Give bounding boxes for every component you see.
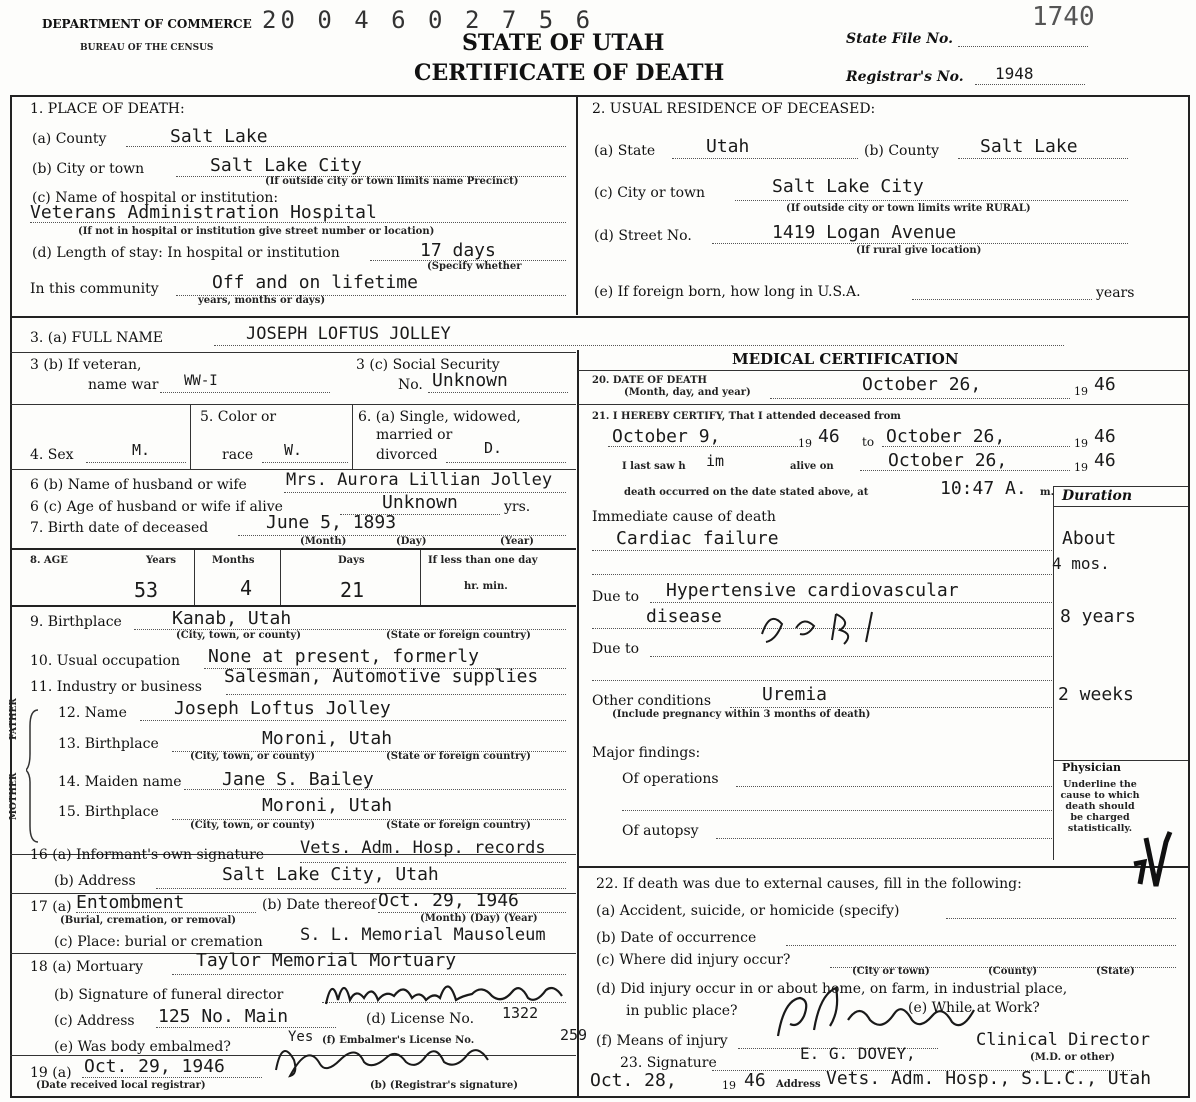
full-name-value: JOSEPH LOFTUS JOLLEY	[246, 324, 451, 344]
physician-signature	[770, 980, 990, 1050]
attended-to-year: 46	[1094, 426, 1116, 447]
occurrence-date-line	[786, 945, 1176, 946]
registrar-signature	[268, 1030, 528, 1082]
duration-3: 2 weeks	[1058, 684, 1134, 705]
date-of-death-value: October 26,	[862, 374, 982, 395]
md-note: (M.D. or other)	[1030, 1052, 1115, 1063]
embalmer-license-value: 259	[560, 1026, 588, 1044]
hospital-line	[30, 222, 566, 223]
other-conditions-label: Other conditions	[592, 693, 712, 709]
mortuary-address-line	[156, 1027, 336, 1028]
father-birthplace-value: Moroni, Utah	[262, 728, 393, 749]
mother-birth-city-note: (City, town, or county)	[190, 820, 315, 831]
res-street-note: (If rural give location)	[856, 245, 982, 256]
duration-heading-rule-b	[1053, 506, 1188, 507]
certificate-serial: 20 0 4 6 0 2 7 5 6	[262, 6, 595, 34]
sex-value: M.	[132, 441, 151, 459]
res-street-value: 1419 Logan Avenue	[772, 222, 957, 243]
duration-1a: About	[1062, 528, 1117, 549]
place-of-death-heading: 1. PLACE OF DEATH:	[30, 101, 185, 117]
certify-label: 21. I HEREBY CERTIFY, That I attended deceased from	[592, 411, 901, 422]
date-of-death-line	[770, 398, 1070, 399]
birth-date-label: 7. Birth date of deceased	[30, 520, 209, 536]
marital-label-2: married or	[376, 427, 453, 443]
marital-label: 6. (a) Single, widowed,	[358, 409, 521, 425]
physician-note: Underline the cause to which death should be charged statistically.	[1060, 779, 1140, 834]
attended-to-line	[882, 446, 1070, 447]
father-birthplace-label: 13. Birthplace	[58, 736, 159, 752]
death-city-label: (b) City or town	[32, 161, 145, 177]
signature-label: 23. Signature	[620, 1055, 717, 1071]
res-county-line	[958, 158, 1128, 159]
injury-city-note: (City or town)	[852, 966, 930, 977]
informant-signature-value: Vets. Adm. Hosp. records	[300, 838, 546, 858]
license-label: (d) License No.	[366, 1011, 475, 1027]
frame-left	[10, 95, 12, 1097]
mother-birth-state-note: (State or foreign country)	[386, 820, 531, 831]
signature-year-prefix: 19	[722, 1079, 736, 1092]
birth-month-note: (Month)	[300, 536, 347, 547]
stay-value: 17 days	[420, 240, 496, 261]
bureau-heading: BUREAU OF THE CENSUS	[80, 43, 214, 53]
mother-side-label: MOTHER	[9, 772, 19, 820]
duration-2: 8 years	[1060, 606, 1136, 627]
divider-top	[576, 95, 578, 315]
res-city-line	[735, 200, 1128, 201]
due-to-1-label: Due to	[592, 589, 640, 605]
spouse-age-value: Unknown	[382, 492, 458, 513]
attended-from-line	[608, 446, 798, 447]
immediate-cause-label: Immediate cause of death	[592, 509, 776, 525]
alive-on-year-prefix: 19	[1074, 461, 1088, 474]
divider-row4	[10, 404, 576, 405]
birth-day-note: (Day)	[396, 536, 427, 547]
alive-on-line	[860, 470, 1070, 471]
residence-heading: 2. USUAL RESIDENCE OF DECEASED:	[592, 101, 876, 117]
state-file-number: 1740	[1032, 2, 1095, 32]
community-label: In this community	[30, 281, 159, 297]
duration-heading: Duration	[1062, 488, 1133, 504]
burial-date-label: (b) Date thereof	[262, 897, 376, 913]
last-saw-him: im	[706, 452, 725, 470]
certificate-title: CERTIFICATE OF DEATH	[414, 60, 725, 86]
full-name-line	[214, 345, 1064, 346]
frame-bottom	[10, 1096, 1190, 1098]
industry-line	[226, 694, 566, 695]
attended-from-year: 46	[818, 426, 840, 447]
industry-label: 11. Industry or business	[30, 679, 202, 695]
occupation-label: 10. Usual occupation	[30, 653, 180, 669]
ss-value: Unknown	[432, 370, 508, 391]
medical-heading: MEDICAL CERTIFICATION	[732, 350, 959, 368]
due-to-1-line	[650, 602, 1052, 603]
disposition-line	[76, 912, 256, 913]
duration-column-left	[1053, 486, 1054, 860]
check-mark	[1126, 828, 1182, 892]
mortuary-value: Taylor Memorial Mortuary	[196, 950, 457, 971]
hospital-label: (c) Name of hospital or institution:	[32, 190, 279, 206]
alive-on-value: October 26,	[888, 450, 1008, 471]
signature-address-label: Address	[776, 1079, 821, 1090]
due-to-2-line-2	[592, 680, 1052, 681]
external-causes-label: 22. If death was due to external causes, fill in the following:	[596, 876, 1022, 892]
major-findings-label: Major findings:	[592, 745, 701, 761]
signature-address-value: Vets. Adm. Hosp., S.L.C., Utah	[826, 1068, 1152, 1089]
birth-year-note: (Year)	[500, 536, 534, 547]
parents-bracket	[26, 706, 42, 846]
date-received-line	[82, 1077, 262, 1078]
birthplace-state-note: (State or foreign country)	[386, 630, 531, 641]
divider-age3	[420, 550, 421, 606]
department-heading: DEPARTMENT OF COMMERCE	[42, 17, 252, 31]
marital-label-3: divorced	[376, 447, 438, 463]
injury-location-label: (d) Did injury occur in or about home, on farm, in industrial place,	[596, 981, 1068, 997]
occurrence-date-label: (b) Date of occurrence	[596, 930, 757, 946]
res-city-value: Salt Lake City	[772, 176, 924, 197]
informant-signature-label: 16 (a) Informant's own signature	[30, 847, 265, 863]
death-occurred-label: death occurred on the date stated above, at	[624, 487, 869, 498]
father-side-label: FATHER	[9, 698, 19, 740]
embalmed-value: Yes	[288, 1029, 314, 1045]
father-birth-city-note: (City, town, or county)	[190, 751, 315, 762]
accident-label: (a) Accident, suicide, or homicide (specify)	[596, 903, 900, 919]
autopsy-line	[716, 838, 1052, 839]
sex-label: 4. Sex	[30, 447, 74, 463]
birthplace-city-note: (City, town, or county)	[176, 630, 301, 641]
stay-note: (Specify whether	[427, 261, 522, 272]
divider-age1	[194, 550, 195, 606]
physician-heading: Physician	[1062, 761, 1122, 774]
marital-value: D.	[484, 439, 503, 457]
state-file-line	[958, 46, 1088, 47]
father-name-value: Joseph Loftus Jolley	[174, 698, 391, 719]
death-county-value: Salt Lake	[170, 126, 268, 147]
due-to-1-value: Hypertensive cardiovascular	[666, 580, 959, 601]
date-received-note: (Date received local registrar)	[36, 1080, 206, 1091]
date-of-death-year: 46	[1094, 374, 1116, 395]
signature-title: Clinical Director	[976, 1030, 1150, 1050]
medical-heading-rule	[578, 370, 1188, 371]
race-line	[262, 462, 348, 463]
divider-race-marital	[352, 404, 353, 469]
medical-row20-rule	[578, 404, 1188, 405]
frame-top	[10, 95, 1190, 97]
spouse-age-unit: yrs.	[504, 499, 531, 515]
registrar-number: 1948	[995, 64, 1034, 83]
war-label: name war	[88, 377, 159, 393]
funeral-director-label: (b) Signature of funeral director	[54, 987, 284, 1003]
age-days-label: Days	[338, 555, 365, 566]
mother-maiden-label: 14. Maiden name	[58, 774, 182, 790]
death-city-value: Salt Lake City	[210, 155, 362, 176]
license-value: 1322	[502, 1004, 539, 1022]
attended-to-label: to	[862, 435, 875, 449]
age-months-label: Months	[212, 555, 255, 566]
divider-age2	[280, 550, 281, 606]
death-city-note: (If outside city or town limits name Precinct)	[265, 176, 519, 187]
stay-label: (d) Length of stay: In hospital or institution	[32, 245, 340, 261]
operations-line-2	[622, 810, 1052, 811]
injury-place-label: (c) Where did injury occur?	[596, 952, 791, 968]
res-state-line	[672, 158, 858, 159]
injury-location-label-2: in public place?	[626, 1003, 738, 1019]
age-days-value: 21	[340, 578, 365, 602]
ss-no-label: No.	[398, 377, 423, 393]
res-state-value: Utah	[706, 136, 750, 157]
res-state-label: (a) State	[594, 143, 656, 159]
informant-address-value: Salt Lake City, Utah	[222, 864, 439, 885]
other-conditions-value: Uremia	[762, 684, 828, 705]
foreign-years-label: years	[1096, 285, 1135, 301]
disposition-value: Entombment	[76, 892, 185, 913]
injury-county-note: (County)	[988, 966, 1038, 977]
date-of-death-year-prefix: 19	[1074, 385, 1088, 398]
community-note: years, months or days)	[198, 295, 326, 306]
signature-year: 46	[744, 1070, 766, 1091]
while-at-work-label: (e) While at Work?	[908, 1000, 1040, 1016]
war-line	[160, 392, 330, 393]
means-of-injury-label: (f) Means of injury	[596, 1033, 728, 1049]
hospital-value: Veterans Administration Hospital	[30, 202, 377, 223]
age-lt-day-label: If less than one day	[428, 555, 538, 566]
age-years-label: Years	[146, 555, 177, 566]
state-heading: STATE OF UTAH	[462, 30, 665, 56]
immediate-cause-line	[592, 550, 1052, 551]
informant-address-label: (b) Address	[54, 873, 136, 889]
mortuary-address-label: (c) Address	[54, 1013, 135, 1029]
frame-right	[1188, 95, 1190, 1097]
attended-to-year-prefix: 19	[1074, 437, 1088, 450]
age-months-value: 4	[240, 576, 253, 600]
divider-row8	[10, 548, 576, 550]
informant-signature-line	[300, 862, 566, 863]
accident-line	[946, 918, 1176, 919]
res-county-value: Salt Lake	[980, 136, 1078, 157]
operations-line	[736, 786, 1052, 787]
immediate-cause-value: Cardiac failure	[616, 528, 779, 549]
date-of-death-label: 20. DATE OF DEATH	[592, 375, 707, 386]
mortuary-label: 18 (a) Mortuary	[30, 959, 144, 975]
birthplace-value: Kanab, Utah	[172, 608, 292, 629]
death-county-label: (a) County	[32, 131, 107, 147]
injury-state-note: (State)	[1096, 966, 1135, 977]
date-of-death-note: (Month, day, and year)	[624, 387, 751, 398]
birthplace-label: 9. Birthplace	[30, 614, 122, 630]
registrar-label: Registrar's No.	[846, 69, 964, 85]
divider-row3	[10, 316, 1190, 318]
divider-row3b	[10, 352, 576, 353]
race-label: race	[222, 447, 254, 463]
spouse-label: 6 (b) Name of husband or wife	[30, 477, 247, 493]
community-value: Off and on lifetime	[212, 272, 418, 293]
burial-date-note: (Month) (Day) (Year)	[420, 913, 538, 924]
other-conditions-line	[730, 707, 1052, 708]
divider-sex-race	[190, 404, 191, 469]
mortuary-address-value: 125 No. Main	[158, 1006, 289, 1027]
disposition-label: 17 (a)	[30, 899, 72, 915]
signature-name: E. G. DOVEY,	[800, 1044, 916, 1063]
disposition-note: (Burial, cremation, or removal)	[60, 915, 236, 926]
spouse-value: Mrs. Aurora Lillian Jolley	[286, 470, 553, 490]
res-city-label: (c) City or town	[594, 185, 706, 201]
time-of-death-value: 10:47 A.	[940, 478, 1027, 499]
informant-address-line	[156, 888, 566, 889]
father-name-label: 12. Name	[58, 705, 127, 721]
due-to-2-label: Due to	[592, 641, 640, 657]
duration-heading-rule	[1053, 486, 1188, 487]
res-street-line	[712, 243, 1128, 244]
state-file-label: State File No.	[846, 31, 954, 47]
due-to-1-value-2: disease	[646, 606, 722, 627]
duration-1b: 4 mos.	[1052, 554, 1110, 573]
other-conditions-note: (Include pregnancy within 3 months of death)	[612, 709, 871, 720]
embalmer-license-label: (f) Embalmer's License No.	[322, 1035, 475, 1046]
burial-place-label: (c) Place: burial or cremation	[54, 934, 263, 950]
last-saw-label: I last saw h	[622, 461, 686, 472]
veteran-label: 3 (b) If veteran,	[30, 357, 142, 373]
ss-line	[428, 392, 568, 393]
hospital-note: (If not in hospital or institution give street number or location)	[78, 226, 435, 237]
sex-line	[86, 462, 186, 463]
operations-label: Of operations	[622, 771, 719, 787]
foreign-born-line	[912, 299, 1092, 300]
immediate-cause-line-2	[592, 574, 1052, 575]
war-value: WW-I	[184, 373, 218, 389]
mother-birthplace-value: Moroni, Utah	[262, 795, 393, 816]
burial-date-value: Oct. 29, 1946	[378, 890, 519, 911]
full-name-label: 3. (a) FULL NAME	[30, 330, 163, 346]
res-city-note: (If outside city or town limits write RURAL)	[786, 203, 1031, 214]
registrar-signature-note: (b) (Registrar's signature)	[370, 1080, 518, 1091]
alive-on-label: alive on	[790, 461, 834, 472]
race-value: W.	[284, 441, 303, 459]
occupation-value: None at present, formerly	[208, 646, 479, 667]
father-birth-state-note: (State or foreign country)	[386, 751, 531, 762]
burial-place-value: S. L. Memorial Mausoleum	[300, 925, 546, 945]
registrar-line	[975, 84, 1085, 85]
attended-from-value: October 9,	[612, 426, 721, 447]
marital-line	[446, 462, 566, 463]
due-to-2-line	[650, 656, 1052, 657]
foreign-born-label: (e) If foreign born, how long in U.S.A.	[594, 284, 861, 300]
mother-birthplace-label: 15. Birthplace	[58, 804, 159, 820]
date-received-label: 19 (a)	[30, 1065, 72, 1081]
res-county-label: (b) County	[864, 143, 940, 159]
age-label: 8. AGE	[30, 555, 68, 566]
industry-value: Salesman, Automotive supplies	[224, 666, 539, 687]
social-security-label: 3 (c) Social Security	[356, 357, 500, 373]
embalmed-label: (e) Was body embalmed?	[54, 1039, 231, 1055]
time-of-death-suffix: m.	[1040, 487, 1055, 498]
signature-date: Oct. 28,	[590, 1070, 677, 1091]
mother-maiden-value: Jane S. Bailey	[222, 769, 374, 790]
age-years-value: 53	[134, 578, 159, 602]
res-street-label: (d) Street No.	[594, 228, 692, 244]
spouse-age-label: 6 (c) Age of husband or wife if alive	[30, 499, 283, 515]
attended-to-value: October 26,	[886, 426, 1006, 447]
autopsy-label: Of autopsy	[622, 823, 699, 839]
divider-row9	[10, 605, 576, 607]
birth-date-value: June 5, 1893	[266, 512, 397, 533]
attended-from-year-prefix: 19	[798, 437, 812, 450]
divider-row22	[578, 866, 1188, 868]
date-received-value: Oct. 29, 1946	[84, 1056, 225, 1077]
alive-on-year: 46	[1094, 450, 1116, 471]
physician-initials	[756, 604, 896, 650]
color-label: 5. Color or	[200, 409, 277, 425]
age-hr-min-label: hr. min.	[464, 581, 508, 592]
father-name-line	[140, 720, 566, 721]
